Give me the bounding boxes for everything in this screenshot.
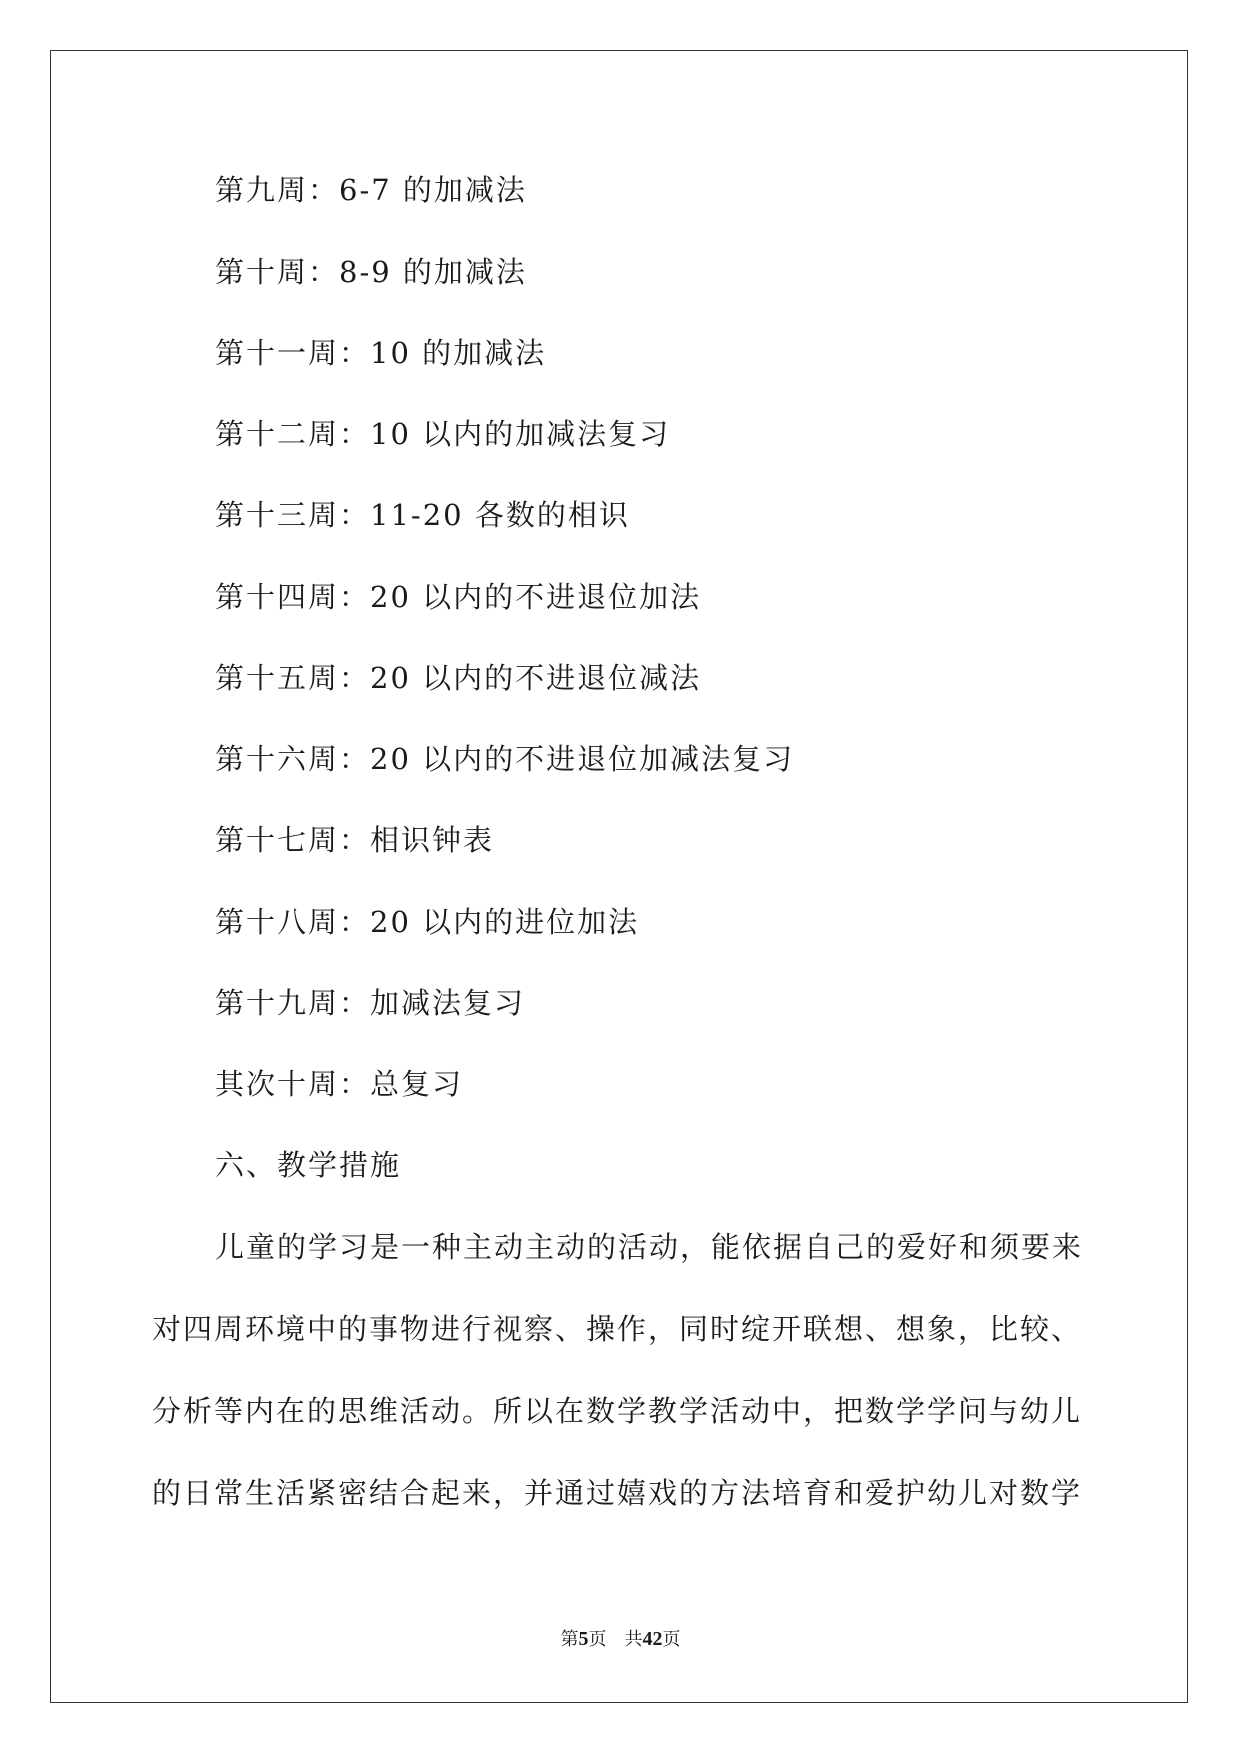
footer-total-pages: 42 bbox=[642, 1628, 663, 1650]
schedule-line-week13: 第十三周：11-20 各数的相识 bbox=[215, 498, 630, 532]
page-footer bbox=[0, 1625, 1241, 1651]
schedule-line-week18: 第十八周：20 以内的进位加法 bbox=[215, 905, 640, 939]
paragraph-line: 分析等内在的思维活动。所以在数学教学活动中，把数学学问与幼儿 bbox=[152, 1394, 1083, 1428]
schedule-line-week14: 第十四周：20 以内的不进退位加法 bbox=[215, 580, 702, 614]
footer-prefix: 第 bbox=[560, 1629, 579, 1650]
schedule-line-week20: 其次十周：总复习 bbox=[215, 1067, 464, 1101]
section-heading: 六、教学措施 bbox=[215, 1148, 402, 1182]
schedule-line-week15: 第十五周：20 以内的不进退位减法 bbox=[215, 661, 702, 695]
footer-suffix: 页 bbox=[662, 1629, 681, 1650]
schedule-line-week11: 第十一周：10 的加减法 bbox=[215, 336, 547, 370]
footer-page-number: 5 bbox=[578, 1628, 589, 1650]
body-paragraph bbox=[152, 1227, 1092, 1555]
paragraph-line: 的日常生活紧密结合起来，并通过嬉戏的方法培育和爱护幼儿对数学 bbox=[152, 1476, 1083, 1510]
schedule-line-week12: 第十二周：10 以内的加减法复习 bbox=[215, 417, 671, 451]
footer-mid: 页 共 bbox=[588, 1629, 643, 1650]
schedule-line-week9: 第九周：6-7 的加减法 bbox=[215, 173, 527, 207]
schedule-line-week16: 第十六周：20 以内的不进退位加减法复习 bbox=[215, 742, 795, 776]
paragraph-line: 儿童的学习是一种主动主动的活动，能依据自己的爱好和须要来 bbox=[215, 1230, 1084, 1264]
paragraph-line: 对四周环境中的事物进行视察、操作，同时绽开联想、想象，比较、 bbox=[152, 1312, 1083, 1346]
schedule-line-week10: 第十周：8-9 的加减法 bbox=[215, 255, 527, 289]
schedule-line-week19: 第十九周：加减法复习 bbox=[215, 986, 526, 1020]
schedule-line-week17: 第十七周：相识钟表 bbox=[215, 823, 495, 857]
